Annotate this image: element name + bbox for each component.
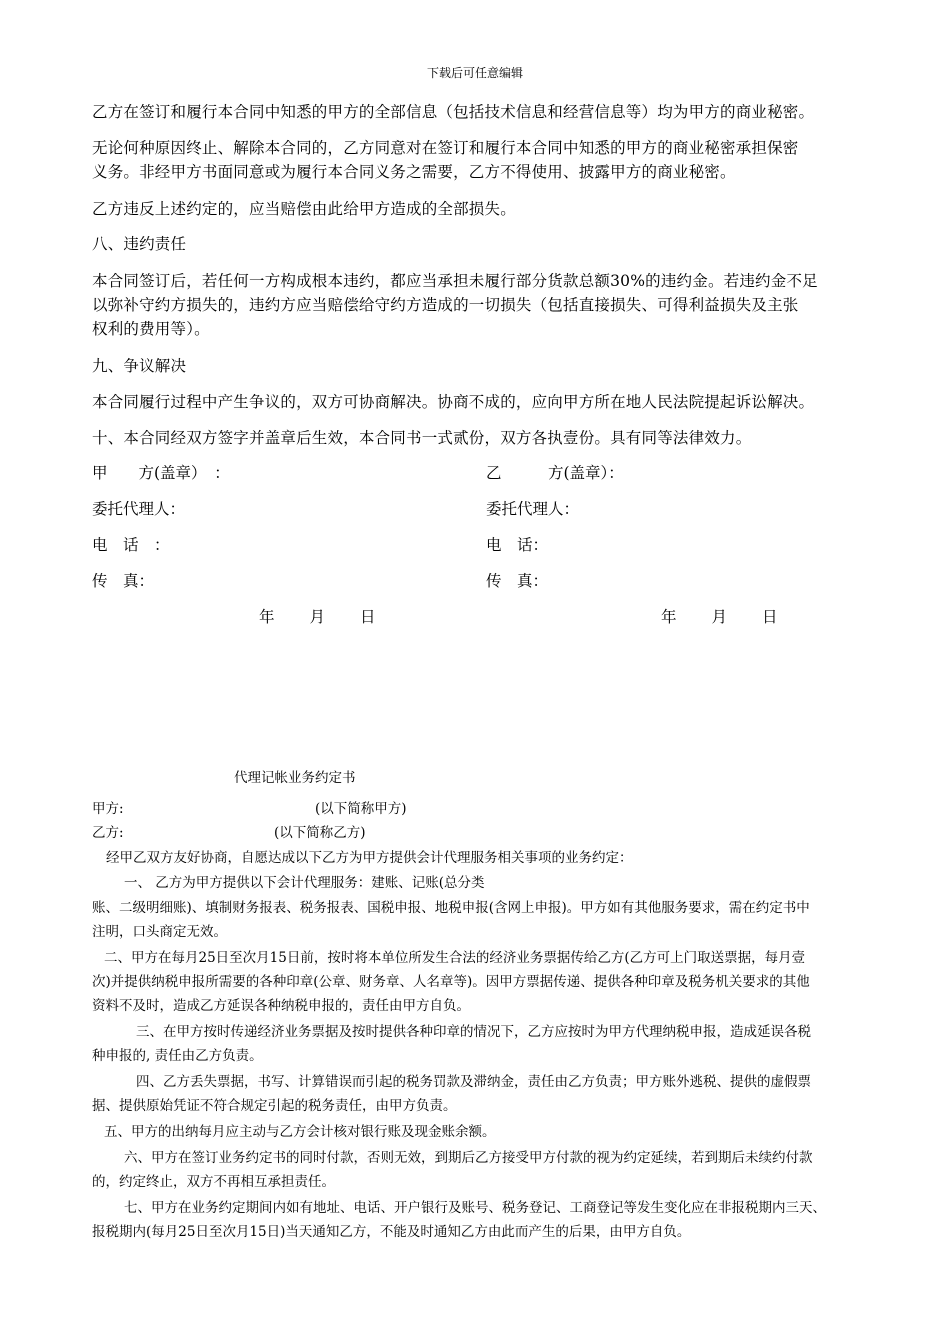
party-a-phone-label: 电 话 ：	[92, 536, 170, 554]
section-heading-dispute: 九、争议解决	[92, 357, 187, 375]
agreement-item: 四、乙方丢失票据，书写、计算错误而引起的税务罚款及滞纳金，责任由乙方负责；甲方账外逃税、提供的虚假票	[136, 1074, 811, 1090]
agreement-item: 次)并提供纳税申报所需要的各种印章(公章、财务章、人名章等)。因甲方票据传递、提供各种印章及税务机关要求的其他	[92, 974, 810, 990]
party-b-note: (以下简称乙方)	[274, 825, 366, 841]
contract-paragraph: 义务。非经甲方书面同意或为履行本合同义务之需要，乙方不得使用、披露甲方的商业秘密。	[92, 163, 736, 181]
agreement-item: 资料不及时，造成乙方延误各种纳税申报的，责任由甲方自负。	[92, 998, 470, 1014]
contract-paragraph: 本合同履行过程中产生争议的，双方可协商解决。协商不成的，应向甲方所在地人民法院提起诉讼解决。	[92, 393, 815, 411]
date-day: 日	[762, 608, 778, 626]
agreement-item: 三、在甲方按时传递经济业务票据及按时提供各种印章的情况下，乙方应按时为甲方代理纳税申报，造成延误各税	[136, 1024, 811, 1040]
date-month: 月	[711, 608, 728, 626]
contract-paragraph: 以弥补守约方损失的，违约方应当赔偿给守约方造成的一切损失（包括直接损失、可得利益损失及主张	[92, 296, 799, 314]
party-b-agent-label: 委托代理人：	[486, 500, 580, 518]
agreement-item: 五、甲方的出纳每月应主动与乙方会计核对银行账及现金账余额。	[104, 1124, 496, 1140]
contract-paragraph: 乙方违反上述约定的，应当赔偿由此给甲方造成的全部损失。	[92, 200, 516, 218]
agreement-item: 据、提供原始凭证不符合规定引起的税务责任，由甲方负责。	[92, 1098, 457, 1114]
agreement-item: 的，约定终止，双方不再相互承担责任。	[92, 1174, 335, 1190]
party-b-fax-label: 传 真：	[486, 572, 549, 590]
agreement-item: 六、甲方在签订业务约定书的同时付款，否则无效，到期后乙方接受甲方付款的视为约定延续，若到期后未续约付款	[124, 1150, 813, 1166]
section-heading-breach: 八、违约责任	[92, 235, 187, 253]
party-b-seal-label: 乙 方(盖章）：	[486, 464, 624, 482]
party-b-label: 乙方:	[92, 825, 124, 841]
party-b-date	[661, 605, 778, 627]
agreement-item: 账、二级明细账)、填制财务报表、税务报表、国税申报、地税申报(含网上申报)。甲方如有其他服务要求，需在约定书中	[92, 900, 810, 916]
contract-paragraph: 无论何种原因终止、解除本合同的，乙方同意对在签订和履行本合同中知悉的甲方的商业秘密承担保密	[92, 139, 799, 157]
date-month: 月	[309, 608, 326, 626]
contract-paragraph: 本合同签订后，若任何一方构成根本违约，都应当承担未履行部分货款总额30%的违约金。若违约金不足	[92, 272, 818, 290]
date-day: 日	[360, 608, 376, 626]
party-a-note: (以下简称甲方)	[315, 801, 407, 817]
agreement-item: 报税期内(每月25日至次月15日)当天通知乙方，不能及时通知乙方由此而产生的后果，由甲方自负。	[92, 1224, 691, 1240]
contract-paragraph: 十、本合同经双方签字并盖章后生效，本合同书一式贰份，双方各执壹份。具有同等法律效力。	[92, 429, 752, 447]
party-a-fax-label: 传 真：	[92, 572, 155, 590]
agreement-item: 一、 乙方为甲方提供以下会计代理服务：建账、记账(总分类	[124, 875, 485, 891]
contract-paragraph: 乙方在签订和履行本合同中知悉的甲方的全部信息（包括技术信息和经营信息等）均为甲方的商业秘密。	[92, 103, 815, 121]
party-a-agent-label: 委托代理人：	[92, 500, 186, 518]
party-a-date	[259, 605, 376, 627]
agreement-item: 七、甲方在业务约定期间内如有地址、电话、开户银行及账号、税务登记、工商登记等发生变化应在非报税期内三天、	[124, 1200, 826, 1216]
agreement-intro: 经甲乙双方友好协商，自愿达成以下乙方为甲方提供会计代理服务相关事项的业务约定：	[106, 850, 633, 866]
date-year: 年	[661, 608, 677, 626]
party-a-seal-label: 甲 方(盖章） ：	[92, 464, 230, 482]
header-note: 下载后可任意编辑	[426, 66, 523, 80]
agreement-item: 二、甲方在每月25日至次月15日前，按时将本单位所发生合法的经济业务票据传给乙方(乙方可上门取送票据，每月壹	[104, 950, 806, 966]
party-a-label: 甲方:	[92, 801, 124, 817]
agreement-item: 种申报的, 责任由乙方负责。	[92, 1048, 263, 1064]
contract-paragraph: 权利的费用等）。	[92, 320, 210, 338]
date-year: 年	[259, 608, 275, 626]
agreement-title: 代理记帐业务约定书	[234, 770, 356, 786]
party-b-phone-label: 电 话：	[486, 536, 549, 554]
agreement-item: 注明，口头商定无效。	[92, 924, 227, 940]
